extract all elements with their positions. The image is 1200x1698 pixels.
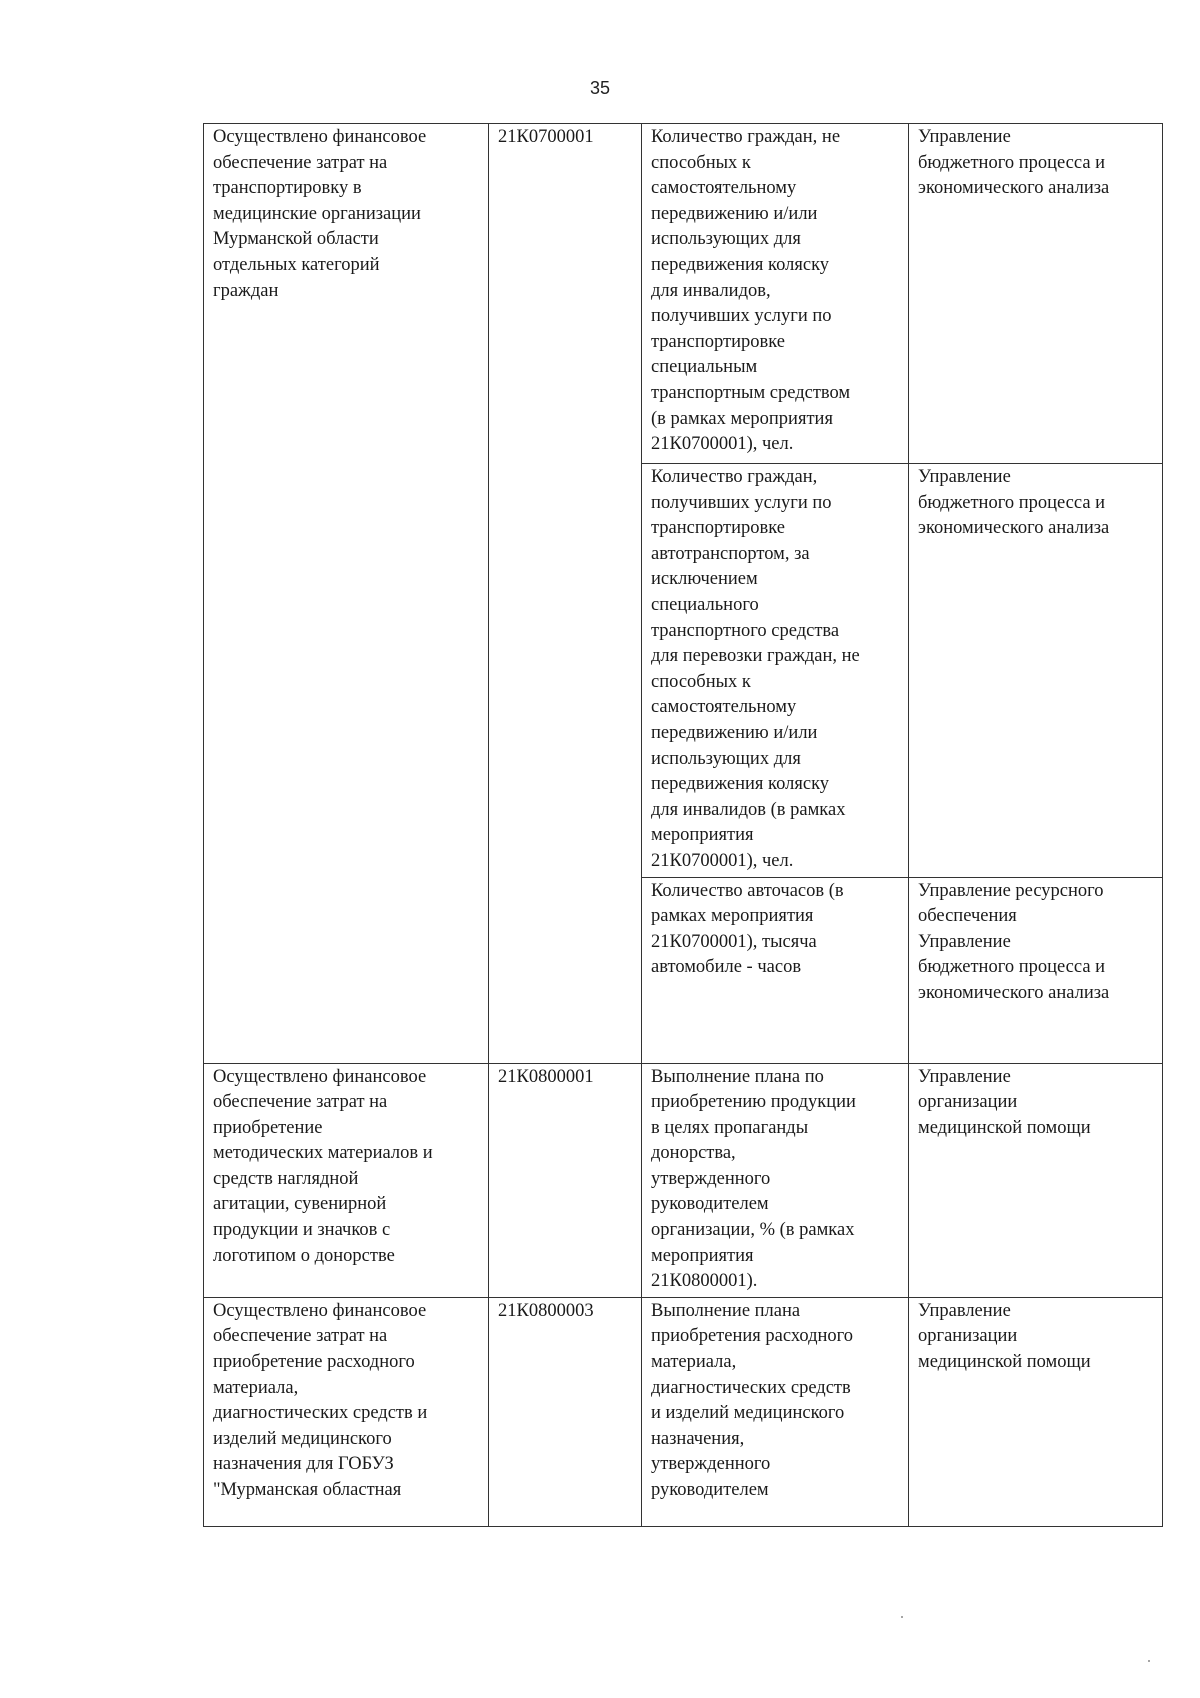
- responsible-cell: Управление бюджетного процесса и экономического анализа: [909, 464, 1163, 878]
- measure-description-cell: Осуществлено финансовое обеспечение затрат на транспортировку в медицинские организации Мурманской области отдельных категорий граждан: [204, 124, 489, 1064]
- page-number: 35: [589, 78, 611, 98]
- indicator-cell: Количество граждан, получивших услуги по транспортировке автотранспортом, за исключением специального транспортного средства для перевозки граждан, не способных к самостоятельному передвижению и/или использующих для передвижения коляску для инвалидов (в рамках мероприятия 21К0700001), чел.: [642, 464, 909, 878]
- measure-description-cell: Осуществлено финансовое обеспечение затрат на приобретение расходного материала, диагностических средств и изделий медицинского назначения для ГОБУЗ "Мурманская областная: [204, 1297, 489, 1526]
- scan-speck: [901, 1616, 903, 1618]
- indicator-cell: Выполнение плана по приобретению продукции в целях пропаганды донорства, утвержденного руководителем организации, % (в рамках мероприятия 21К0800001).: [642, 1063, 909, 1297]
- measure-description-cell: Осуществлено финансовое обеспечение затрат на приобретение методических материалов и средств наглядной агитации, сувенирной продукции и значков с логотипом о донорстве: [204, 1063, 489, 1297]
- table-row: [204, 124, 1163, 464]
- table-row: [204, 1063, 1163, 1297]
- indicator-cell: Выполнение плана приобретения расходного материала, диагностических средств и изделий медицинского назначения, утвержденного руководителем: [642, 1297, 909, 1526]
- scan-speck: [1148, 1660, 1150, 1662]
- responsible-cell: Управление бюджетного процесса и экономического анализа: [909, 124, 1163, 464]
- table-row: [204, 1297, 1163, 1526]
- measures-table: [203, 123, 1163, 1527]
- responsible-cell: Управление организации медицинской помощи: [909, 1297, 1163, 1526]
- indicator-cell: Количество граждан, не способных к самостоятельному передвижению и/или использующих для передвижения коляску для инвалидов, получивших услуги по транспортировке специальным транспортным средством (в рамках мероприятия 21К0700001), чел.: [642, 124, 909, 464]
- measure-code-cell: 21К0800001: [489, 1063, 642, 1297]
- indicator-cell: Количество авточасов (в рамках мероприятия 21К0700001), тысяча автомобиле - часов: [642, 877, 909, 1063]
- responsible-cell: Управление ресурсного обеспечения Управление бюджетного процесса и экономического анализа: [909, 877, 1163, 1063]
- measure-code-cell: 21К0700001: [489, 124, 642, 1064]
- measure-code-cell: 21К0800003: [489, 1297, 642, 1526]
- responsible-cell: Управление организации медицинской помощи: [909, 1063, 1163, 1297]
